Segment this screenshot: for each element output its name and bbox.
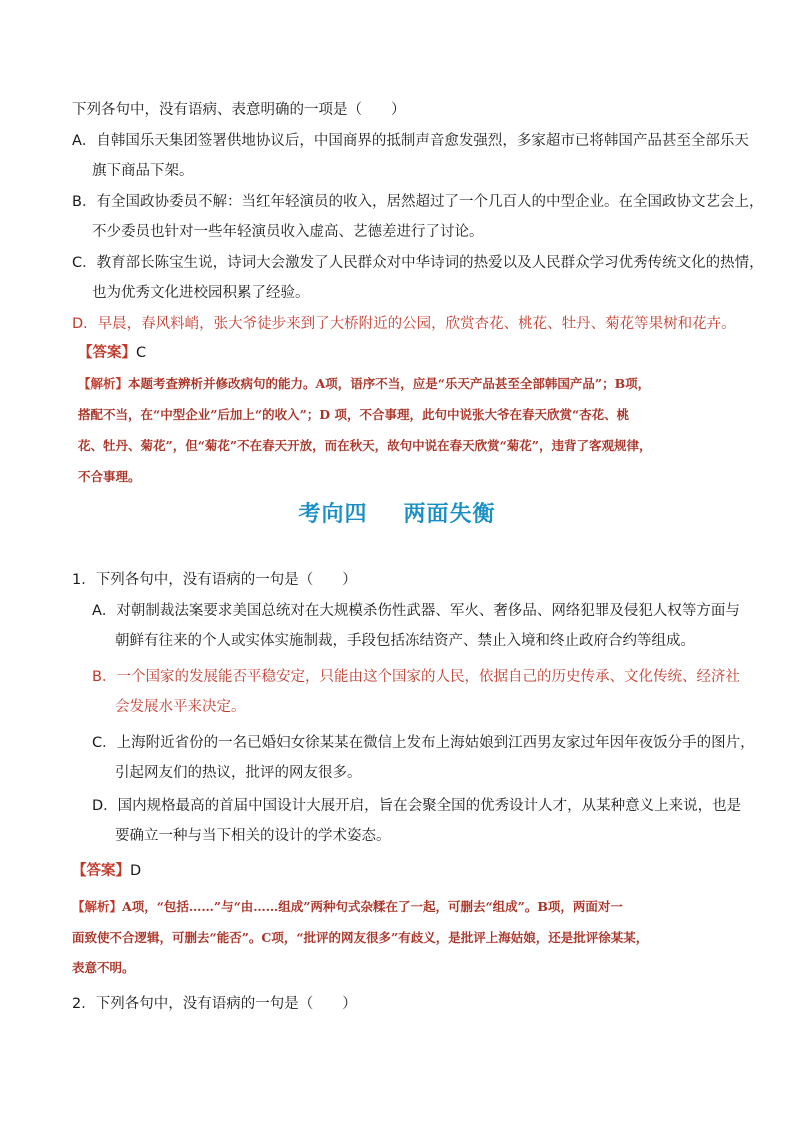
- q1-option-d: D．国内规格最高的首届中国设计大展开启，旨在会聚全国的优秀设计人才，从某种意义上来说，也是: [92, 798, 742, 814]
- explanation-label: 【解析】: [78, 376, 129, 391]
- q1-explanation-line-3: 表意不明。: [72, 960, 135, 975]
- explanation-line-4: 不合事理。: [78, 469, 141, 484]
- option-d-highlighted: D．早晨，春风料峭，张大爷徒步来到了大桥附近的公园，欣赏杏花、桃花、牡丹、菊花等果树和花卉。: [72, 316, 736, 332]
- question-stem: 下列各句中，没有语病、表意明确的一项是（ ）: [72, 102, 406, 118]
- option-a-cont: 旗下商品下架。: [92, 163, 194, 179]
- q1-option-b-highlighted: B．一个国家的发展能否平稳安定，只能由这个国家的人民，依据自己的历史传承、文化传统、经济社: [92, 669, 740, 685]
- option-c-cont: 也为优秀文化进校园积累了经验。: [92, 285, 310, 301]
- explanation-line-2: 搭配不当，在“中型企业”后加上“的收入”；D 项，不合事理，此句中说张大爷在春天欣赏“杏花、桃: [78, 407, 630, 422]
- q1-answer-row: [72, 861, 141, 881]
- q1-option-b-cont: 会发展水平来决定。: [115, 699, 246, 715]
- q1-explanation-line-2: 面致使不合逻辑，可删去“能否”。C项，“批评的网友很多”有歧义，是批评上海姑娘，还是批评徐某某，: [72, 930, 649, 945]
- section-title-part1: 考向四: [298, 502, 368, 527]
- question-1-stem: 1．下列各句中，没有语病的一句是（ ）: [72, 572, 357, 588]
- answer-row: [78, 343, 146, 363]
- q1-option-a-cont: 朝鲜有往来的个人或实体实施制裁，手段包括冻结资产、禁止入境和终止政府合约等组成。: [115, 633, 695, 649]
- q1-option-c: C．上海附近省份的一名已婚妇女徐某某在微信上发布上海姑娘到江西男友家过年因年夜饭分手的图片，: [92, 735, 755, 751]
- q1-option-a: A．对朝制裁法案要求美国总统对在大规模杀伤性武器、军火、奢侈品、网络犯罪及侵犯人权等方面与: [92, 603, 740, 619]
- section-title: [0, 497, 794, 528]
- q1-option-d-cont: 要确立一种与当下相关的设计的学术姿态。: [115, 828, 391, 844]
- explanation-line-1: 【解析】本题考查辨析并修改病句的能力。A项，语序不当，应是“乐天产品甚至全部韩国产品”；B项，: [78, 376, 651, 391]
- option-b-cont: 不少委员也针对一些年轻演员收入虚高、艺德差进行了讨论。: [92, 224, 484, 240]
- section-title-part2: 两面失衡: [403, 502, 496, 527]
- q1-answer-value: D: [130, 863, 142, 879]
- option-b: B．有全国政协委员不解：当红年轻演员的收入，居然超过了一个几百人的中型企业。在全国政协文艺会上，: [72, 194, 764, 210]
- q1-option-c-cont: 引起网友们的热议，批评的网友很多。: [115, 765, 362, 781]
- q1-answer-label: 【答案】: [72, 863, 130, 879]
- answer-value: C: [136, 345, 147, 361]
- option-a: A．自韩国乐天集团签署供地协议后，中国商界的抵制声音愈发强烈，多家超市已将韩国产品甚至全部乐天: [72, 133, 749, 149]
- q1-explanation-label: 【解析】: [72, 899, 123, 914]
- answer-label: 【答案】: [78, 345, 136, 361]
- question-2-stem: 2．下列各句中，没有语病的一句是（ ）: [72, 996, 357, 1012]
- option-c: C．教育部长陈宝生说，诗词大会激发了人民群众对中华诗词的热爱以及人民群众学习优秀传统文化的热情，: [72, 255, 764, 271]
- q1-explanation-line-1: 【解析】A项，“包括……”与“由……组成”两种句式杂糅在了一起，可删去“组成”。B项，两面对一: [72, 899, 623, 914]
- explanation-line-3: 花、牡丹、菊花”，但“菊花”不在春天开放，而在秋天，故句中说在春天欣赏“菊花”，违背了客观规律，: [78, 438, 652, 453]
